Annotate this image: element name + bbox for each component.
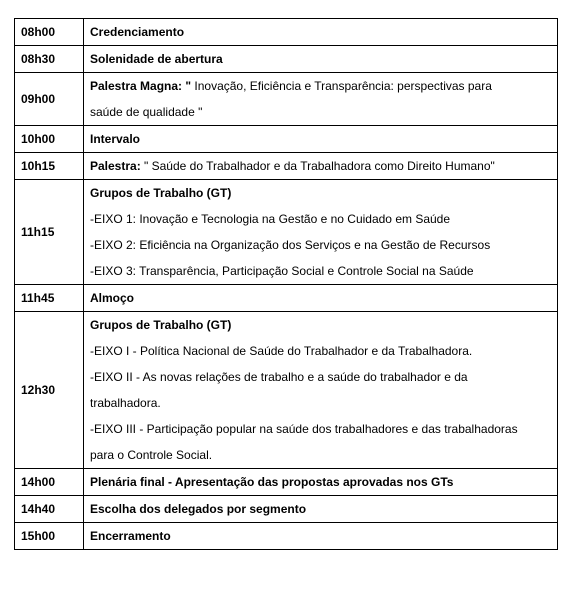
event-text: para o Controle Social. <box>90 448 213 462</box>
event-text: -EIXO I - Política Nacional de Saúde do Trabalhador e da Trabalhadora. <box>90 344 473 358</box>
event-line <box>90 126 551 152</box>
event-text: -EIXO III - Participação popular na saúde dos trabalhadores e das trabalhadoras <box>90 422 518 436</box>
event-text: -EIXO 2: Eficiência na Organização dos Serviços e na Gestão de Recursos <box>90 238 491 252</box>
event-line <box>90 99 551 125</box>
event-text: saúde de qualidade " <box>90 105 203 119</box>
time-cell: 14h00 <box>15 469 84 496</box>
table-row <box>15 523 558 550</box>
time-cell: 10h00 <box>15 126 84 153</box>
table-row <box>15 469 558 496</box>
event-cell <box>84 180 558 285</box>
event-line <box>90 285 551 311</box>
event-title: Almoço <box>90 291 135 305</box>
event-cell <box>84 73 558 126</box>
event-title: Palestra: <box>90 159 141 173</box>
event-line <box>90 73 551 99</box>
table-row <box>15 126 558 153</box>
time-cell: 12h30 <box>15 312 84 469</box>
time-cell: 10h15 <box>15 153 84 180</box>
event-title: Grupos de Trabalho (GT) <box>90 318 232 332</box>
event-cell <box>84 469 558 496</box>
event-text: Inovação, Eficiência e Transparência: perspectivas para <box>191 79 492 93</box>
event-line <box>90 469 551 495</box>
table-row <box>15 46 558 73</box>
event-cell <box>84 19 558 46</box>
event-line <box>90 206 551 232</box>
time-cell: 09h00 <box>15 73 84 126</box>
event-line <box>90 258 551 284</box>
time-cell: 14h40 <box>15 496 84 523</box>
table-row <box>15 153 558 180</box>
event-line <box>90 312 551 338</box>
event-line <box>90 338 551 364</box>
event-line <box>90 416 551 442</box>
event-title: Encerramento <box>90 529 171 543</box>
event-text: -EIXO II - As novas relações de trabalho e a saúde do trabalhador e da <box>90 370 468 384</box>
time-cell: 15h00 <box>15 523 84 550</box>
event-line <box>90 180 551 206</box>
table-row <box>15 285 558 312</box>
event-title: Credenciamento <box>90 25 185 39</box>
event-text: " Saúde do Trabalhador e da Trabalhadora como Direito Humano" <box>140 159 495 173</box>
event-cell <box>84 523 558 550</box>
event-text: -EIXO 3: Transparência, Participação Social e Controle Social na Saúde <box>90 264 474 278</box>
time-cell: 11h15 <box>15 180 84 285</box>
event-line <box>90 46 551 72</box>
table-row <box>15 180 558 285</box>
table-row <box>15 73 558 126</box>
event-line <box>90 153 551 179</box>
event-line <box>90 390 551 416</box>
event-title: Escolha dos delegados por segmento <box>90 502 307 516</box>
event-title: Grupos de Trabalho (GT) <box>90 186 232 200</box>
schedule-table <box>14 18 558 550</box>
event-text: -EIXO 1: Inovação e Tecnologia na Gestão e no Cuidado em Saúde <box>90 212 451 226</box>
table-row <box>15 312 558 469</box>
table-row <box>15 19 558 46</box>
event-title: Solenidade de abertura <box>90 52 223 66</box>
event-cell <box>84 285 558 312</box>
event-title: Plenária final - Apresentação das propostas aprovadas nos GTs <box>90 475 454 489</box>
event-cell <box>84 46 558 73</box>
time-cell: 08h00 <box>15 19 84 46</box>
event-line <box>90 496 551 522</box>
event-cell <box>84 126 558 153</box>
event-cell <box>84 496 558 523</box>
time-cell: 08h30 <box>15 46 84 73</box>
event-line <box>90 364 551 390</box>
event-text: trabalhadora. <box>90 396 161 410</box>
event-title: Palestra Magna: " <box>90 79 192 93</box>
event-cell <box>84 312 558 469</box>
table-row <box>15 496 558 523</box>
event-title: Intervalo <box>90 132 141 146</box>
schedule-body <box>15 19 558 550</box>
event-line <box>90 442 551 468</box>
time-cell: 11h45 <box>15 285 84 312</box>
event-line <box>90 523 551 549</box>
event-line <box>90 232 551 258</box>
event-line <box>90 19 551 45</box>
event-cell <box>84 153 558 180</box>
